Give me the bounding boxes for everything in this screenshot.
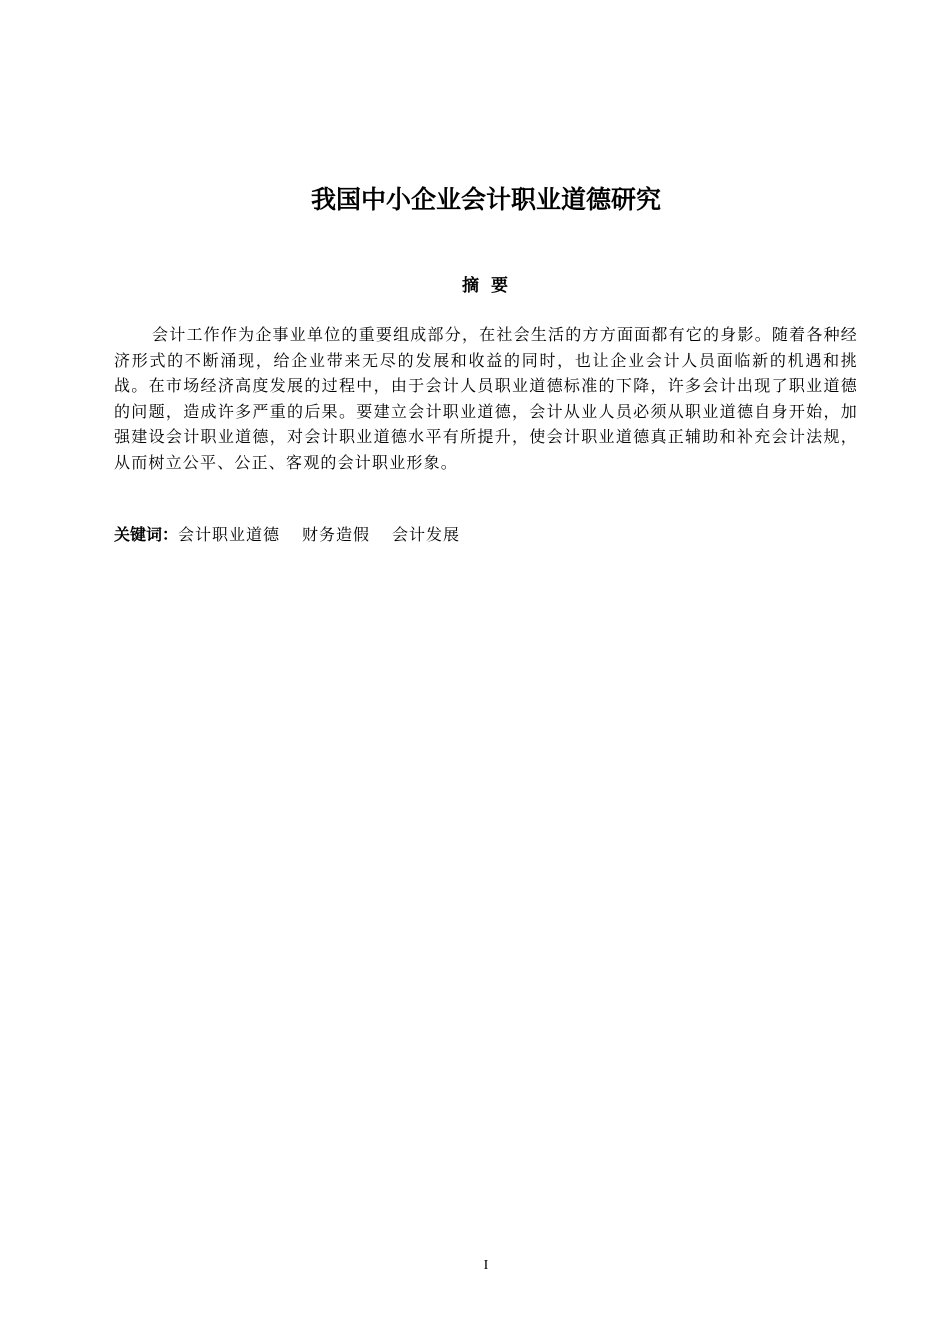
keyword-item: 会计职业道德	[178, 525, 281, 544]
page-number: I	[483, 1258, 489, 1273]
document-title: 我国中小企业会计职业道德研究	[310, 185, 661, 214]
keyword-item: 财务造假	[302, 525, 371, 544]
keywords-label: 关键词：	[114, 525, 179, 544]
abstract-paragraph: 会计工作作为企事业单位的重要组成部分，在社会生活的方方面面都有它的身影。随着各种经济形式的不断涌现，给企业带来无尽的发展和收益的同时，也让企业会计人员面临新的机遇和挑战。在市场经济高度发展的过程中，由于会计人员职业道德标准的下降，许多会计出现了职业道德的问题，造成许多严重的后果。要建立会计职业道德，会计从业人员必须从职业道德自身开始，加强建设会计职业道德，对会计职业道德水平有所提升，使会计职业道德真正辅助和补充会计法规，从而树立公平、公正、客观的会计职业形象。	[114, 325, 858, 472]
keywords-line	[114, 522, 858, 549]
abstract-heading: 摘要	[462, 276, 520, 296]
keyword-item: 会计发展	[392, 525, 461, 544]
